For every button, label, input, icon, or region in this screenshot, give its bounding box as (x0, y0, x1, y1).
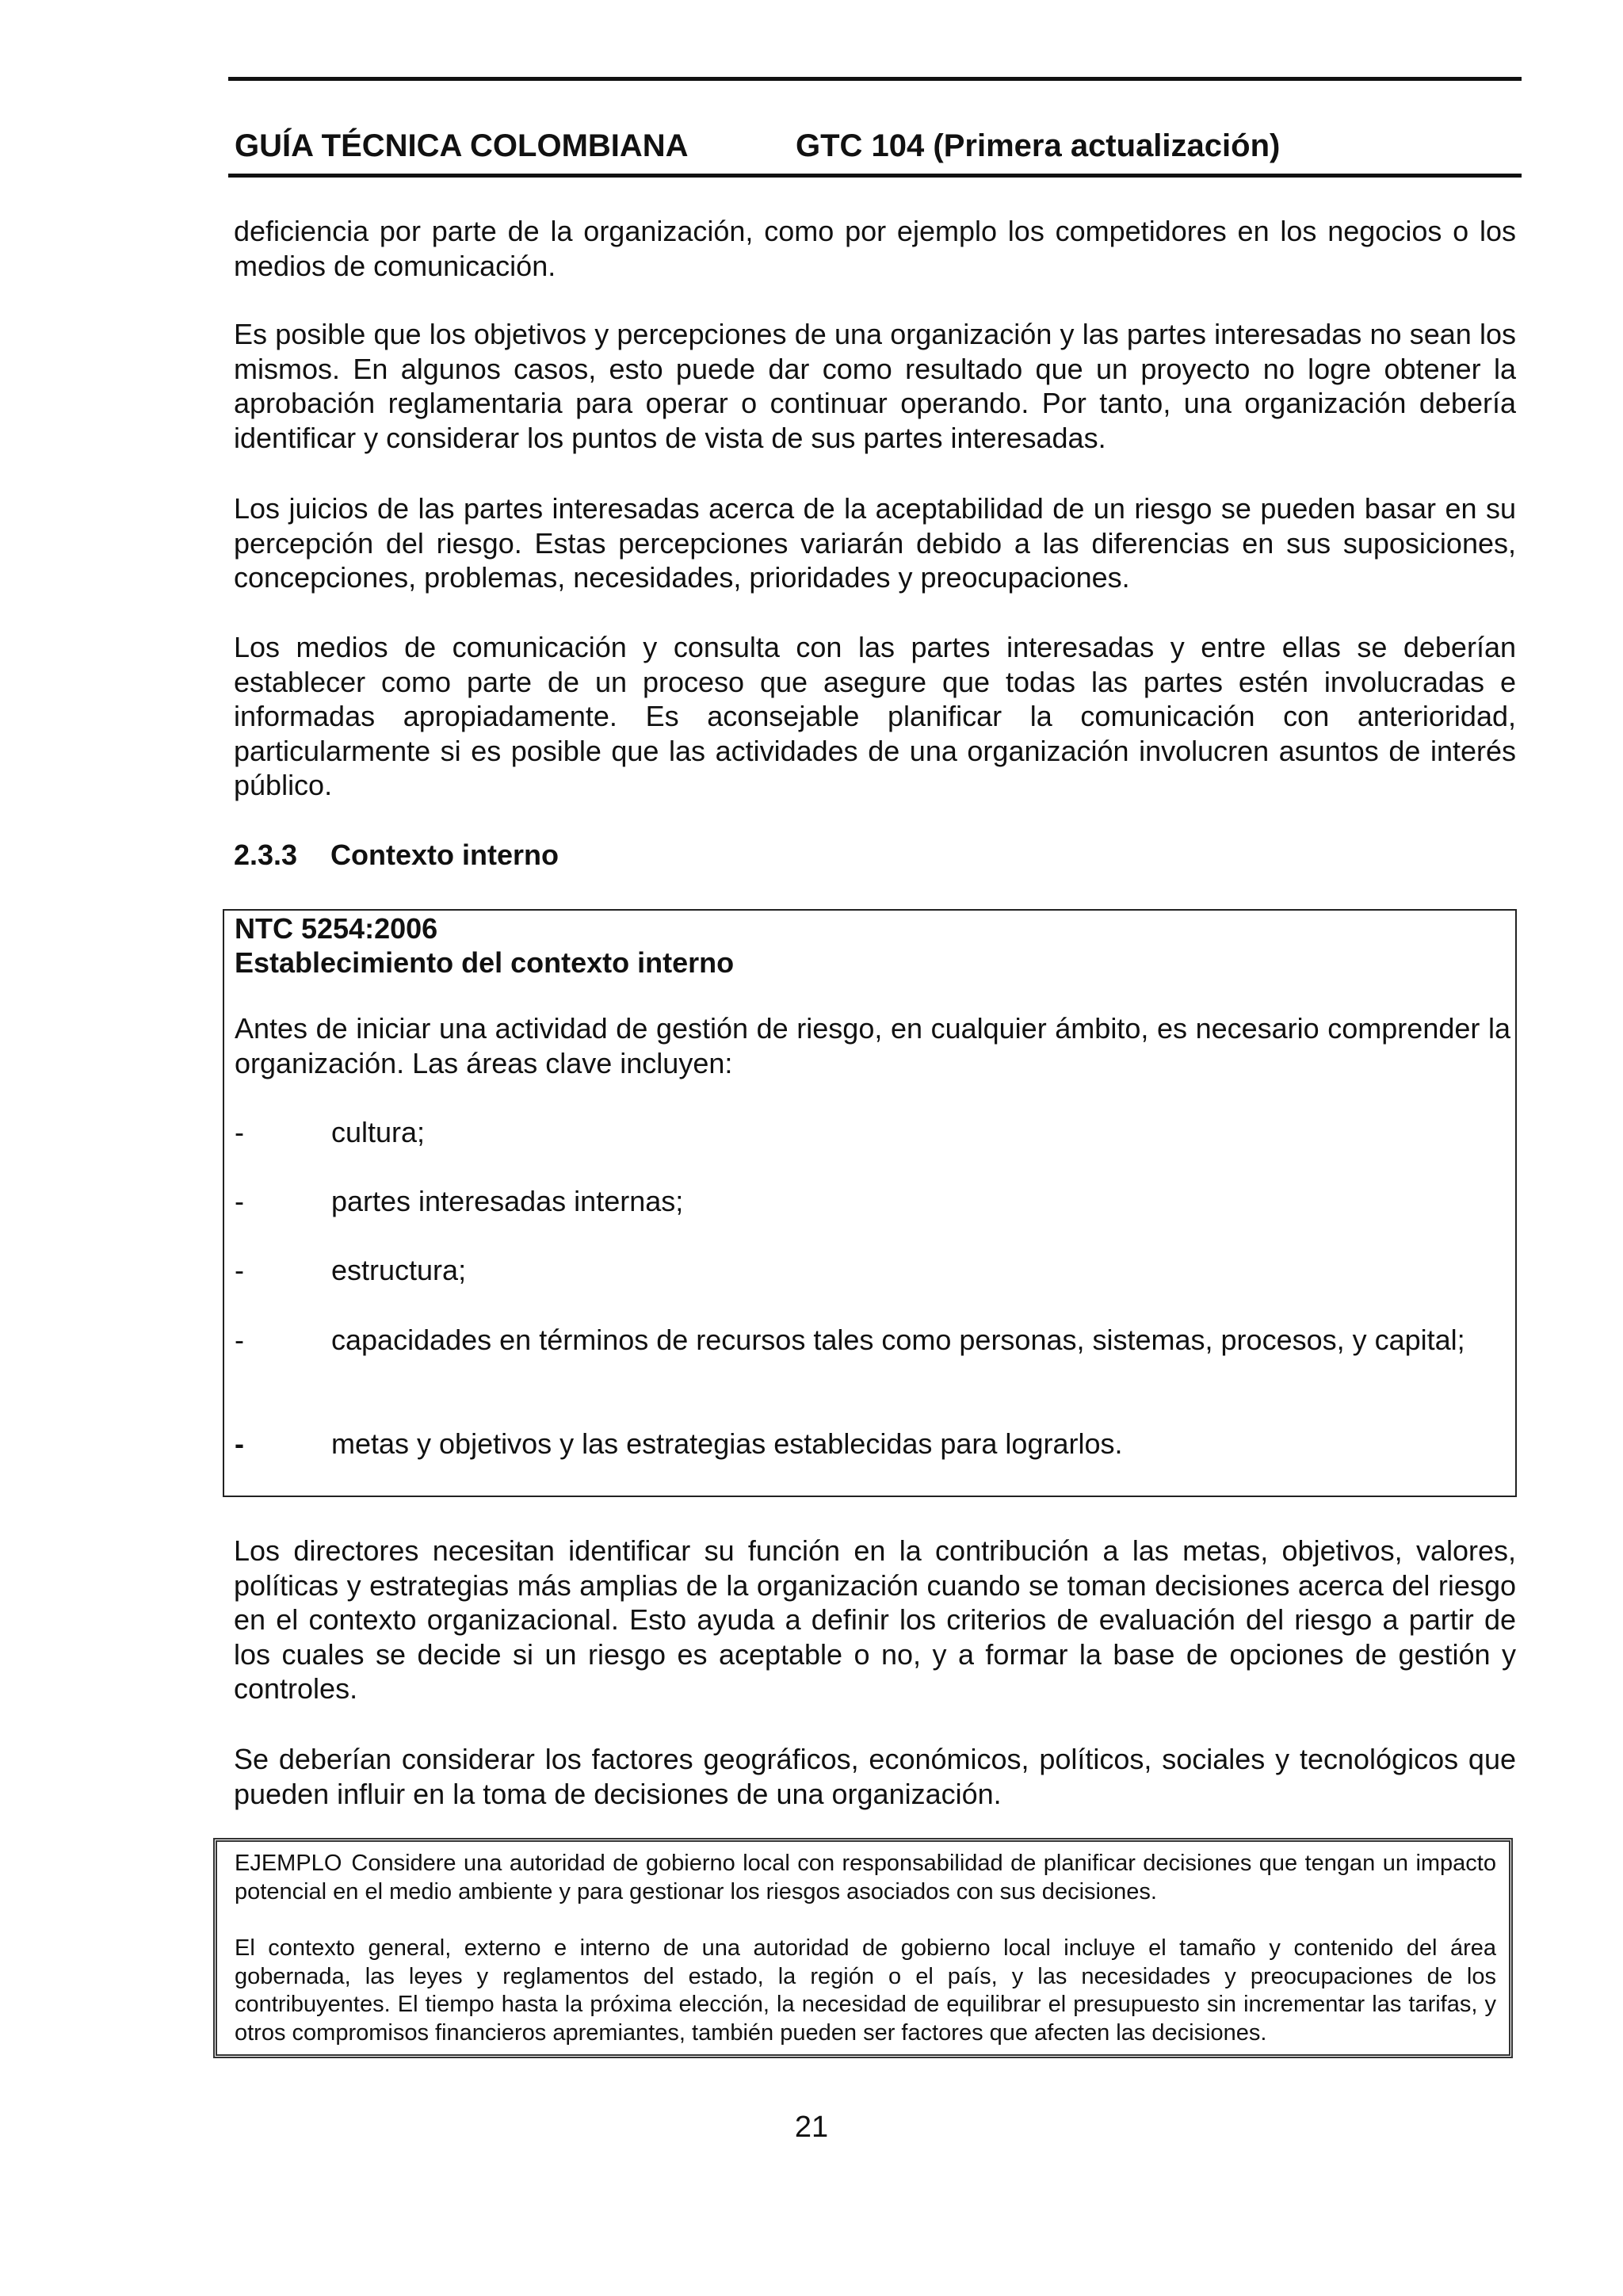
standard-intro: Antes de iniciar una actividad de gestión de riesgo, en cualquier ámbito, es necesario comprender la organización. Las áreas clave incluyen: (235, 1012, 1510, 1079)
example-label: EJEMPLO (235, 1851, 342, 1876)
paragraph-2: Es posible que los objetivos y percepciones de una organización y las partes interesadas no sean los mismos. En algunos casos, esto puede dar como resultado que un proyecto no logre obtener la aprobación reglamentaria para operar o continuar operando. Por tanto, una organización debería identificar y considerar los puntos de vista de sus partes interesadas. (234, 318, 1516, 454)
header-right-title: GTC 104 (Primera actualización) (796, 128, 1281, 163)
example-text-1 (235, 1850, 1496, 1906)
header-left-title: GUÍA TÉCNICA COLOMBIANA (235, 128, 689, 163)
example-text-1-body: Considere una autoridad de gobierno local con responsabilidad de planificar decisiones que tengan un impacto potencial en el medio ambiente y para gestionar los riesgos asociados con sus decisiones. (235, 1851, 1496, 1904)
list-dash: - (235, 1324, 244, 1356)
paragraph-1: deficiencia por parte de la organización, como por ejemplo los competidores en los negocios o los medios de comunicación. (234, 215, 1516, 282)
list-item-text: partes interesadas internas; (331, 1185, 684, 1217)
list-item-text: cultura; (331, 1116, 426, 1148)
list-dash: - (235, 1254, 244, 1286)
paragraph-4: Los medios de comunicación y consulta con las partes interesadas y entre ellas se deberían establecer como parte de un proceso que asegure que todas las partes estén involucradas e informadas apropiadamente. Es aconsejable planificar la comunicación con anterioridad, particularmente si es posible que las actividades de una organización involucren asuntos de interés público. (234, 631, 1516, 801)
page-number: 21 (794, 2111, 829, 2144)
paragraph-5: Los directores necesitan identificar su función en la contribución a las metas, objetivos, valores, políticas y estrategias más amplias de la organización cuando se toman decisiones acerca del riesgo en el contexto organizacional. Esto ayuda a definir los criterios de evaluación del riesgo a partir de los cuales se decide si un riesgo es aceptable o no, y a formar la base de opciones de gestión y controles. (234, 1534, 1516, 1705)
list-item-text: metas y objetivos y las estrategias establecidas para lograrlos. (331, 1427, 1123, 1460)
section-title: Contexto interno (330, 839, 559, 871)
paragraph-3: Los juicios de las partes interesadas acerca de la aceptabilidad de un riesgo se pueden basar en su percepción del riesgo. Estas percepciones variarán debido a las diferencias en sus suposiciones, concepciones, problemas, necesidades, prioridades y preocupaciones. (234, 492, 1516, 594)
example-box (213, 1838, 1513, 2058)
header-bottom-rule (228, 174, 1522, 178)
header-top-rule (228, 77, 1522, 81)
list-dash: - (235, 1427, 244, 1460)
section-heading (234, 838, 559, 873)
standard-title: Establecimiento del contexto interno (235, 946, 735, 979)
example-text-2: El contexto general, externo e interno de una autoridad de gobierno local incluye el tamaño y contenido del área gobernada, las leyes y reglamentos del estado, la región o el país, y las necesidades y preocupaciones de los contribuyentes. El tiempo hasta la próxima elección, la necesidad de equilibrar el presupuesto sin incrementar las tarifas, y otros compromisos financieros apremiantes, también pueden ser factores que afecten las decisiones. (235, 1935, 1496, 2046)
list-dash: - (235, 1116, 244, 1148)
standard-quote-box (223, 909, 1517, 1497)
list-item-text: capacidades en términos de recursos tales como personas, sistemas, procesos, y capital; (331, 1324, 1465, 1356)
standard-code: NTC 5254:2006 (235, 912, 438, 945)
list-dash: - (235, 1185, 244, 1217)
section-number: 2.3.3 (234, 839, 298, 871)
paragraph-6: Se deberían considerar los factores geográficos, económicos, políticos, sociales y tecnológicos que pueden influir en la toma de decisiones de una organización. (234, 1743, 1516, 1810)
list-item-text: estructura; (331, 1254, 467, 1286)
